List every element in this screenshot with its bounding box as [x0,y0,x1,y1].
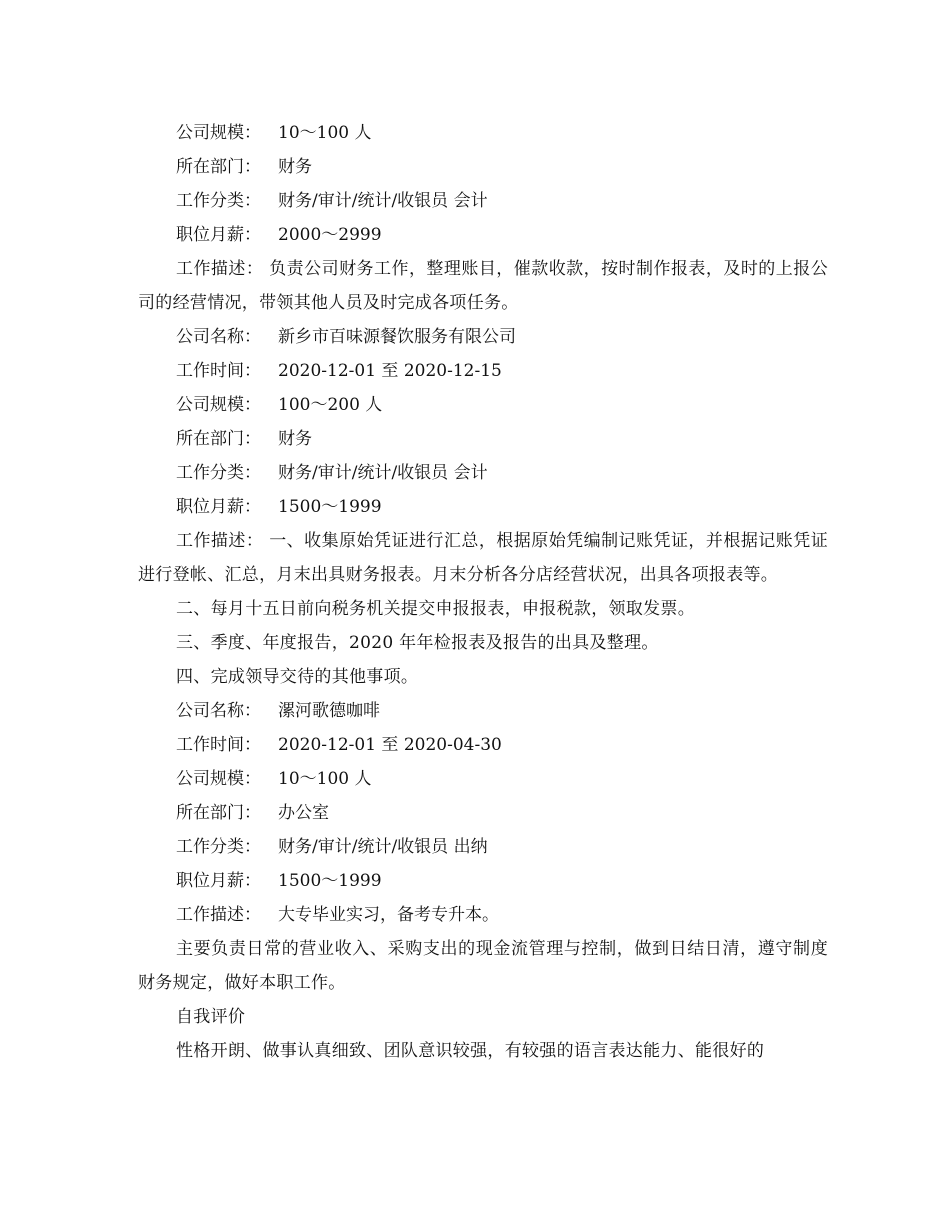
field-value: 2000～2999 [278,225,382,245]
company-size-line [138,388,828,422]
field-value: 新乡市百味源餐饮服务有限公司 [278,327,516,347]
field-value: 2020-12-01 至 2020-12-15 [278,361,502,381]
field-label: 职位月薪： [176,871,261,891]
job-description-paragraph [138,524,828,592]
field-value: 财务 [278,157,312,177]
job-category-line [138,830,828,864]
field-value: 负责公司财务工作，整理账目，催款收款，按时制作报表，及时的上报公司的经营情况，带领其他人员及时完成各项任务。 [138,259,828,313]
field-label: 公司名称： [176,701,261,721]
self-evaluation-text: 性格开朗、做事认真细致、团队意识较强，有较强的语言表达能力、能很好的 [176,1041,765,1061]
field-label: 工作描述： [176,259,264,279]
monthly-salary-line [138,490,828,524]
field-value: 财务/审计/统计/收银员 会计 [278,463,488,483]
field-label: 工作分类： [176,837,261,857]
duty-paragraph: 主要负责日常的营业收入、采购支出的现金流管理与控制，做到日结日清，遵守制度财务规定，做好本职工作。 [138,939,828,993]
job-description-paragraph [138,252,828,320]
monthly-salary-line [138,864,828,898]
field-label: 职位月薪： [176,225,261,245]
field-label: 所在部门： [176,157,261,177]
field-value: 1500～1999 [278,871,382,891]
field-value: 大专毕业实习，备考专升本。 [278,905,499,925]
field-label: 工作分类： [176,191,261,211]
field-value: 2020-12-01 至 2020-04-30 [278,735,502,755]
field-value: 财务 [278,429,312,449]
field-label: 公司规模： [176,395,261,415]
monthly-salary-line [138,218,828,252]
field-value: 10～100 人 [278,769,372,789]
field-value: 财务/审计/统计/收银员 出纳 [278,837,488,857]
duty-item: 三、季度、年度报告，2020 年年检报表及报告的出具及整理。 [176,633,659,653]
job-description-line [138,898,828,932]
job-category-line [138,456,828,490]
field-value: 10～100 人 [278,123,372,143]
department-line [138,796,828,830]
document-body [138,116,828,1068]
work-period-line [138,728,828,762]
field-label: 职位月薪： [176,497,261,517]
field-value: 财务/审计/统计/收银员 会计 [278,191,488,211]
field-label: 工作时间： [176,735,261,755]
field-label: 公司规模： [176,123,261,143]
field-label: 工作时间： [176,361,261,381]
company-size-line [138,762,828,796]
field-label: 工作描述： [176,905,261,925]
job-category-line [138,184,828,218]
field-label: 所在部门： [176,803,261,823]
field-label: 工作分类： [176,463,261,483]
section-heading-self-evaluation: 自我评价 [176,1007,246,1027]
field-label: 工作描述： [176,531,264,551]
field-value: 100～200 人 [278,395,383,415]
company-name-line [138,320,828,354]
work-period-line [138,354,828,388]
field-value: 漯河歌德咖啡 [278,701,380,721]
duty-item: 四、完成领导交待的其他事项。 [176,667,419,687]
company-size-line [138,116,828,150]
field-value: 1500～1999 [278,497,382,517]
field-label: 公司名称： [176,327,261,347]
field-value: 一、收集原始凭证进行汇总，根据原始凭编制记账凭证，并根据记账凭证进行登帐、汇总，月末出具财务报表。月末分析各分店经营状况，出具各项报表等。 [138,531,828,585]
company-name-line [138,694,828,728]
duty-item: 二、每月十五日前向税务机关提交申报报表，申报税款，领取发票。 [176,599,695,619]
department-line [138,422,828,456]
field-label: 公司规模： [176,769,261,789]
field-label: 所在部门： [176,429,261,449]
field-value: 办公室 [278,803,329,823]
department-line [138,150,828,184]
